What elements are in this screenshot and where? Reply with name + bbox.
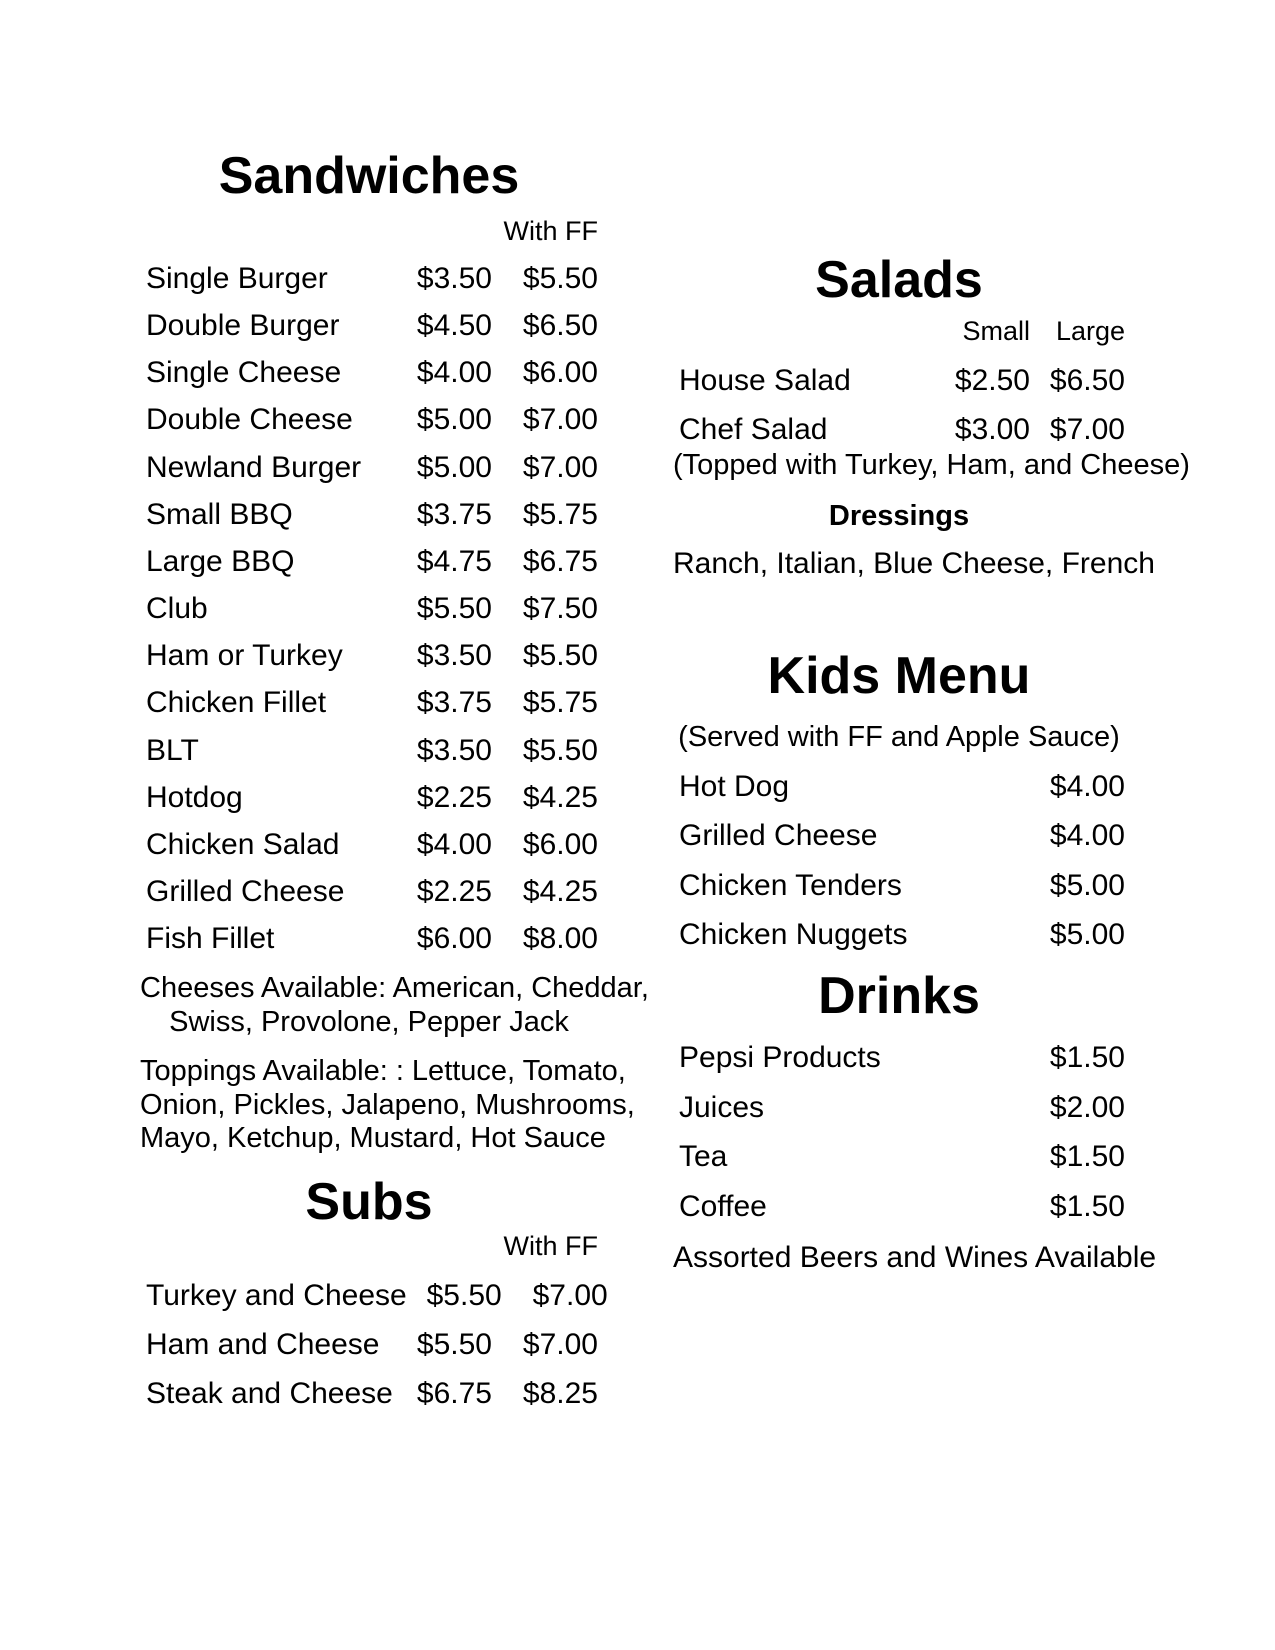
item-price: $5.00: [416, 450, 492, 484]
item-name: Single Burger: [146, 261, 328, 295]
item-price-with-ff: $5.50: [522, 733, 598, 767]
item-price: $3.50: [416, 733, 492, 767]
sandwich-item-row: [140, 821, 598, 868]
item-price: $3.75: [416, 686, 492, 720]
item-name: Ham or Turkey: [146, 639, 343, 673]
toppings-note-line3: Mayo, Ketchup, Mustard, Hot Sauce: [140, 1122, 606, 1154]
item-price: $1.50: [1049, 1040, 1125, 1074]
sandwiches-header-row: [140, 208, 598, 255]
item-name: Juices: [679, 1090, 765, 1124]
sandwich-item-row: [140, 774, 598, 821]
item-price-with-ff: $7.00: [522, 450, 598, 484]
item-price-with-ff: $4.25: [522, 875, 598, 909]
sandwich-item-row: [140, 444, 598, 491]
with-ff-header: With FF: [503, 216, 598, 247]
drink-item-row: [673, 1033, 1125, 1083]
item-price-with-ff: $5.75: [522, 686, 598, 720]
salads-title: Salads: [815, 251, 983, 309]
item-price-with-ff: $7.00: [522, 1327, 598, 1361]
item-price: $2.25: [416, 875, 492, 909]
with-ff-header: With FF: [503, 1231, 598, 1261]
item-name: Pepsi Products: [679, 1040, 881, 1074]
item-name: Club: [146, 592, 208, 626]
item-price-with-ff: $4.25: [522, 780, 598, 814]
item-price: $2.00: [1049, 1090, 1125, 1124]
sandwich-item-row: [140, 538, 598, 585]
toppings-note-line2: Onion, Pickles, Jalapeno, Mushrooms,: [140, 1088, 635, 1121]
item-name: Grilled Cheese: [146, 875, 345, 909]
sandwich-item-row: [140, 633, 598, 680]
item-name: Turkey and Cheese: [146, 1278, 407, 1312]
item-price-with-ff: $7.00: [532, 1278, 608, 1312]
kids-item-row: [673, 762, 1125, 812]
item-price: $5.50: [426, 1278, 502, 1312]
item-price: $5.00: [416, 403, 492, 437]
item-price-with-ff: $8.25: [522, 1376, 598, 1410]
salad-item-row: [673, 356, 1125, 405]
item-name: Small BBQ: [146, 497, 293, 531]
sandwich-item-row: [140, 586, 598, 633]
item-price-with-ff: $6.50: [522, 308, 598, 342]
sandwich-item-row: [140, 680, 598, 727]
item-price-with-ff: $8.00: [522, 922, 598, 956]
item-name: Chicken Tenders: [679, 868, 902, 902]
sub-item-row: [140, 1271, 608, 1320]
sandwich-item-row: [140, 727, 598, 774]
kids-item-row: [673, 861, 1125, 911]
sandwiches-price-table: [140, 208, 598, 963]
item-name: Ham and Cheese: [146, 1327, 380, 1361]
item-name: Chef Salad: [679, 412, 828, 446]
item-price-with-ff: $5.75: [522, 497, 598, 531]
kids-item-row: [673, 911, 1125, 961]
item-price-with-ff: $6.00: [522, 356, 598, 390]
item-price: $1.50: [1049, 1140, 1125, 1174]
item-name: Grilled Cheese: [679, 819, 878, 853]
dressings-label: Dressings: [828, 500, 970, 532]
sub-item-row: [140, 1369, 598, 1418]
item-name: Double Cheese: [146, 403, 353, 437]
item-price: $6.75: [416, 1376, 492, 1410]
cheeses-note-line1: Cheeses Available: American, Cheddar,: [140, 972, 649, 1004]
drink-item-row: [673, 1182, 1125, 1232]
item-name: Coffee: [679, 1189, 767, 1223]
item-name: Hot Dog: [679, 769, 790, 803]
cheeses-available-note: [140, 971, 649, 1039]
item-price-with-ff: $7.50: [522, 592, 598, 626]
item-name: House Salad: [679, 363, 851, 397]
item-price-with-ff: $5.50: [522, 639, 598, 673]
item-name: Chicken Fillet: [146, 686, 327, 720]
item-price-with-ff: $5.50: [522, 261, 598, 295]
dressings-list: Ranch, Italian, Blue Cheese, French: [673, 547, 1155, 580]
item-name: Chicken Nuggets: [679, 918, 908, 952]
cheeses-note-line2: Swiss, Provolone, Pepper Jack: [169, 1006, 569, 1038]
item-price: $4.00: [1049, 819, 1125, 853]
salad-item-row: [673, 405, 1125, 454]
item-name: Single Cheese: [146, 356, 342, 390]
item-price: $3.50: [416, 261, 492, 295]
item-name: BLT: [146, 733, 199, 767]
sandwich-item-row: [140, 255, 598, 302]
item-price: $4.00: [1049, 769, 1125, 803]
item-price: $5.00: [1049, 918, 1125, 952]
item-price: $1.50: [1049, 1189, 1125, 1223]
item-name: Large BBQ: [146, 544, 295, 578]
item-price: $5.50: [416, 592, 492, 626]
sandwiches-title: Sandwiches: [218, 147, 520, 205]
sandwich-item-row: [140, 397, 598, 444]
item-price-with-ff: $6.75: [522, 544, 598, 578]
chef-salad-note: (Topped with Turkey, Ham, and Cheese): [673, 449, 1190, 481]
item-name: Double Burger: [146, 308, 340, 342]
toppings-note-line1: Toppings Available: : Lettuce, Tomato,: [140, 1055, 626, 1087]
item-price: $2.25: [416, 780, 492, 814]
item-price: $4.00: [416, 356, 492, 390]
toppings-available-note: [140, 1055, 635, 1156]
item-price: $4.75: [416, 544, 492, 578]
item-name: Chicken Salad: [146, 828, 340, 862]
item-price: $5.50: [416, 1327, 492, 1361]
subs-title: Subs: [305, 1173, 433, 1231]
salads-price-table: [673, 307, 1125, 454]
item-price-small: $3.00: [954, 412, 1030, 446]
item-price: $5.00: [1049, 868, 1125, 902]
salads-header-row: [673, 307, 1125, 356]
item-price: $4.50: [416, 308, 492, 342]
item-price-large: $6.50: [1049, 363, 1125, 397]
drink-item-row: [673, 1132, 1125, 1182]
subs-price-table: [140, 1222, 608, 1418]
item-price-small: $2.50: [954, 363, 1030, 397]
item-price: $3.50: [416, 639, 492, 673]
item-price: $4.00: [416, 828, 492, 862]
item-price-with-ff: $6.00: [522, 828, 598, 862]
large-size-header: Large: [1055, 316, 1125, 346]
sandwich-item-row: [140, 350, 598, 397]
sandwich-item-row: [140, 869, 598, 916]
item-price-with-ff: $7.00: [522, 403, 598, 437]
item-price: $6.00: [416, 922, 492, 956]
kids-item-row: [673, 812, 1125, 862]
item-price: $3.75: [416, 497, 492, 531]
drink-item-row: [673, 1083, 1125, 1133]
item-name: Steak and Cheese: [146, 1376, 393, 1410]
item-name: Hotdog: [146, 780, 243, 814]
small-size-header: Small: [962, 316, 1030, 346]
sandwich-item-row: [140, 302, 598, 349]
sandwich-item-row: [140, 916, 598, 963]
item-name: Newland Burger: [146, 450, 362, 484]
subs-header-row: [140, 1222, 598, 1271]
kids-menu-title: Kids Menu: [767, 647, 1031, 705]
sub-item-row: [140, 1320, 598, 1369]
drinks-price-table: [673, 1033, 1125, 1232]
kids-menu-price-table: [673, 762, 1125, 960]
kids-menu-note: (Served with FF and Apple Sauce): [678, 721, 1120, 753]
item-name: Tea: [679, 1140, 728, 1174]
item-price-large: $7.00: [1049, 412, 1125, 446]
sandwich-item-row: [140, 491, 598, 538]
drinks-title: Drinks: [818, 967, 980, 1025]
item-name: Fish Fillet: [146, 922, 275, 956]
beers-wines-note: Assorted Beers and Wines Available: [673, 1241, 1157, 1274]
